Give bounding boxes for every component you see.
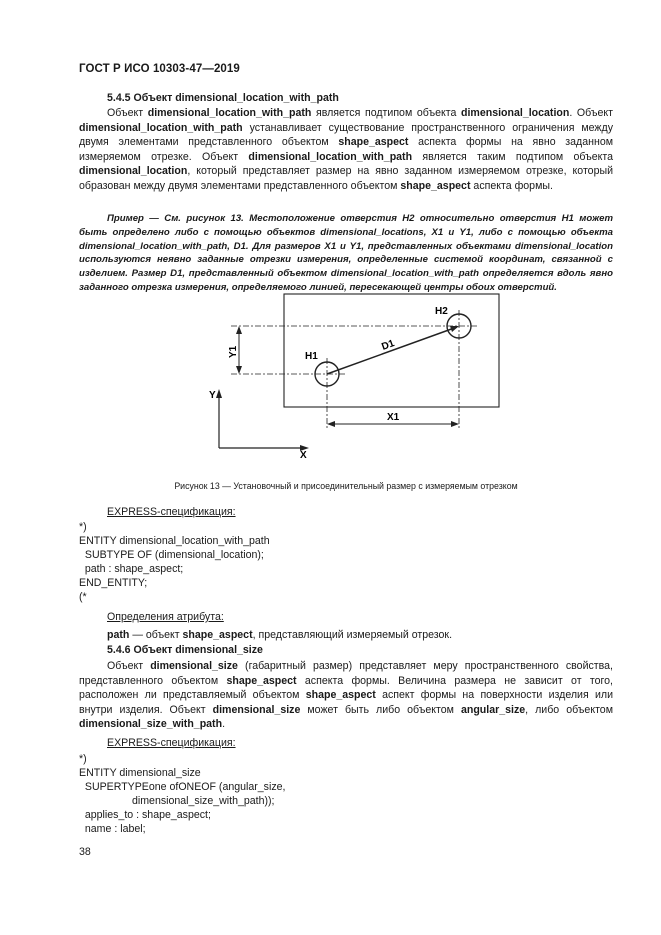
code-line: ENTITY dimensional_size [79,767,201,779]
d1-arrow [450,326,459,332]
section-5-4-5-paragraph [79,106,613,194]
section-5-4-6-paragraph [79,659,613,732]
text-run: , представляющий измеряемый отрезок. [252,629,453,641]
bold-term: dimensional_location_with_path [147,107,312,119]
document-header: ГОСТ Р ИСО 10303-47—2019 [79,63,240,75]
express-spec-label-1: EXPRESS-спецификация: [107,506,236,518]
code-line: applies_to : shape_aspect; [79,809,211,821]
code-line: path : shape_aspect; [79,563,184,575]
code-line: END_ENTITY; [79,577,148,589]
axis-x-label: X [300,450,307,461]
bold-term: shape_aspect [226,674,297,687]
bold-term: dimensional_size [212,703,301,716]
text-run: является таким подтипом объекта [412,150,613,163]
code-line: SUPERTYPEone ofONEOF (angular_size, [79,781,286,793]
text-run: аспекта формы. [470,179,553,192]
bold-term: dimensional_location [79,165,188,178]
figure-caption: Рисунок 13 — Установочный и присоединительный размер с измеряемым отрезком [174,481,518,491]
h2-label: H2 [435,306,448,317]
attribute-path-definition [107,628,613,643]
bold-term: dimensional_location [461,107,570,119]
x1-arrow-right [451,421,459,427]
y1-label: Y1 [228,345,239,358]
bold-term: shape_aspect [182,629,253,641]
x1-label: X1 [387,412,400,423]
code-line: SUBTYPE OF (dimensional_location); [79,549,264,561]
text-run: аспекта формы на явно заданном измеряемом отрезке. Объект [79,136,613,163]
d1-label: D1 [380,338,397,353]
bold-term: shape_aspect [338,136,409,149]
x1-arrow-left [327,421,335,427]
text-run: — объект [129,629,183,641]
text-run: Объект [107,660,151,672]
code-line: *) [79,753,87,765]
bold-term: dimensional_size_with_path [79,718,223,731]
d1-path-line [327,327,457,374]
page-number: 38 [79,846,91,858]
y1-arrow-bottom [236,366,242,374]
h1-label: H1 [305,351,318,362]
example-paragraph: Пример — См. рисунок 13. Местоположение отверстия H2 относительно отверстия H1 может быть определено либо с помощью объектов dimensional_locations, X1 и Y1, либо с помощью объекта dimensional_location_with_path, D1. Для размеров X1 и Y1, представленных объектами dimensional_location используются неявно заданные отрезки измерения, определенные системой координат, связанной с изделием. Размер D1, представленный объектом dimensional_location_with_path определяется вдоль явно заданного отрезка измерения, определяемого линией, пересекающей центры обоих отверстий. [79,213,613,293]
bold-term: dimensional_location_with_path [79,121,243,134]
section-5-4-5-title: 5.4.5 Объект dimensional_location_with_path [107,92,339,104]
bold-term: dimensional_size [150,660,238,672]
bold-term: shape_aspect [305,689,376,702]
y1-arrow-top [236,326,242,334]
text-run: , который представляет размер на явно заданном измеряемом отрезке, который образован между двумя элементами представленного объектом [79,165,613,192]
text-run: (габаритный размер) представляет меру пространственного свойства, представленного объектом [79,660,613,687]
express-code-block-2 [79,752,285,836]
bold-term: shape_aspect [400,179,471,192]
express-spec-label-2: EXPRESS-спецификация: [107,737,236,749]
y-axis-arrow [216,389,222,398]
axis-y-label: Y [209,390,216,401]
bold-term: path [107,629,130,641]
attribute-definitions-label: Определения атрибута: [107,611,224,623]
text-run: может быть либо объектом [300,703,461,716]
text-run: является подтипом объекта [311,107,462,119]
section-5-4-6-title: 5.4.6 Объект dimensional_size [107,644,263,656]
code-line: *) [79,521,87,533]
code-line: name : label; [79,823,146,835]
text-run: аспекта формы. Величина размера не зависит от того, расположен ли представляемый объектом [79,674,613,702]
text-run: Объект [107,107,148,119]
express-code-block-1 [79,520,270,604]
code-line: (* [79,591,87,603]
bold-term: angular_size [460,703,526,716]
text-run: устанавливает существование пространственного ограничения между двумя элементами представленного объектом [79,121,613,149]
text-run: . Объект [569,107,613,119]
code-line: ENTITY dimensional_location_with_path [79,535,270,547]
text-run: . [222,718,226,731]
text-run: , либо объектом [525,703,613,716]
figure-13-drawing [195,288,515,468]
text-run: аспект формы на поверхности изделия или внутри изделия. Объект [79,689,613,716]
code-line: dimensional_size_with_path)); [79,795,275,807]
bold-term: dimensional_location_with_path [248,150,413,163]
